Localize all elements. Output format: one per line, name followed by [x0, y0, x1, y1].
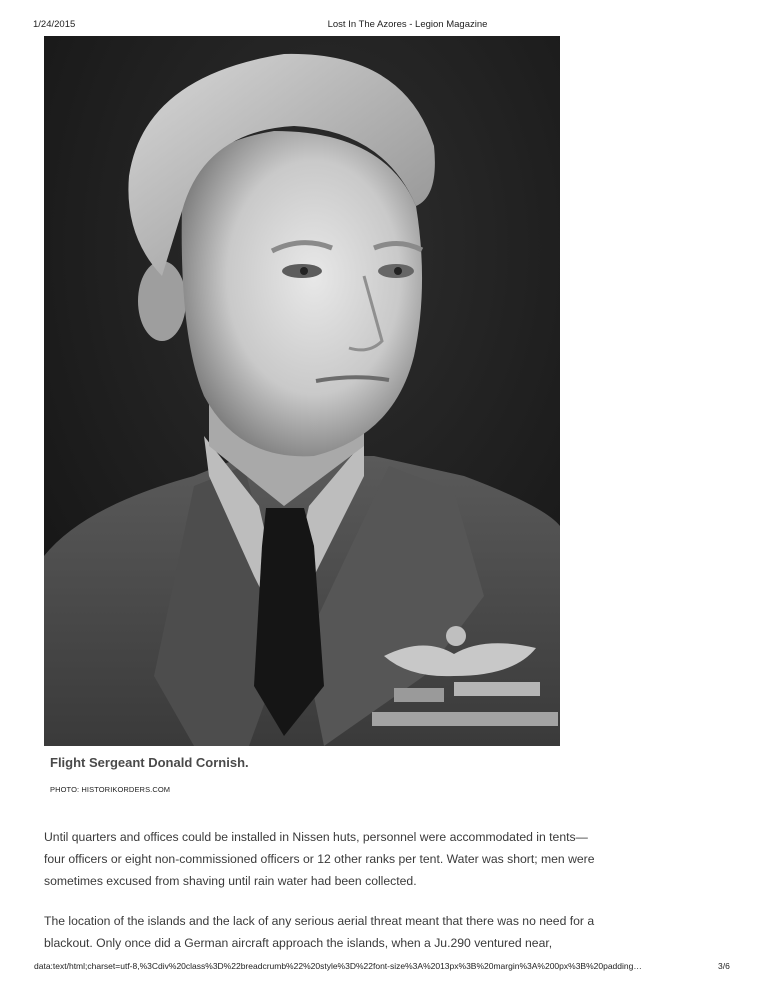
- body-paragraph-1: Until quarters and offices could be installed in Nissen huts, personnel were accommodated in tents— four officers or eight non-commissioned officers or 12 other ranks per tent. Water was short; men were sometimes excused from shaving until rain water had been collected.: [44, 830, 595, 888]
- print-url: data:text/html;charset=utf-8,%3Cdiv%20class%3D%22breadcrumb%22%20style%3D%22font-size%3A%2013px%3B%20margin%3A%200px%3B%20padding…: [34, 961, 642, 971]
- portrait-illustration: [44, 36, 560, 746]
- photo-credit: PHOTO: HISTORIKORDERS.COM: [50, 785, 171, 794]
- print-date: 1/24/2015: [33, 19, 76, 30]
- print-header: [0, 19, 765, 33]
- print-page-title: Lost In The Azores - Legion Magazine: [327, 19, 488, 30]
- print-footer: [0, 961, 765, 975]
- portrait-photo: [44, 36, 560, 746]
- body-paragraph-2: The location of the islands and the lack of any serious aerial threat meant that there was no need for a blackout. Only once did a German aircraft approach the islands, when a Ju.290 ventured near,: [44, 914, 595, 950]
- page-number: 3/6: [718, 961, 730, 971]
- photo-caption: Flight Sergeant Donald Cornish.: [50, 755, 249, 770]
